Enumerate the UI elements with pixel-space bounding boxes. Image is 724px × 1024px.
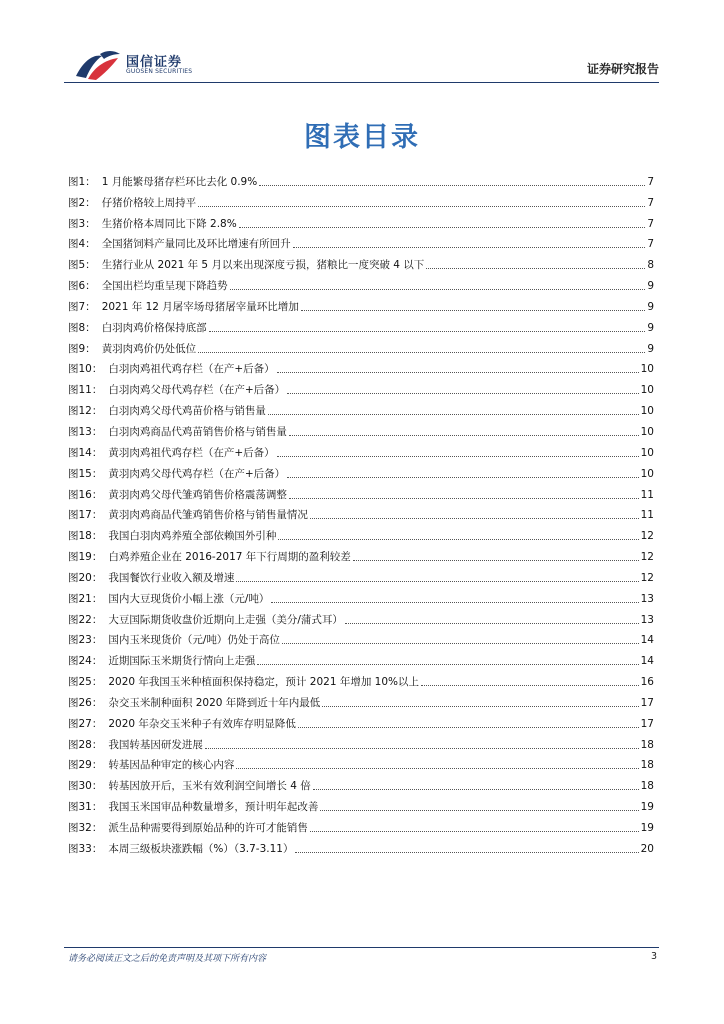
toc-entry-title: 派生品种需要得到原始品种的许可才能销售 <box>108 822 308 834</box>
guosen-logo-icon <box>74 46 122 82</box>
toc-entry-label: 图1： <box>68 175 96 188</box>
toc-leader-dots <box>236 768 638 769</box>
toc-entry-title: 黄羽肉鸡父母代鸡存栏（在产+后备） <box>108 467 286 480</box>
toc-entry-title: 白羽肉鸡商品代鸡苗销售价格与销售量 <box>108 425 287 438</box>
guosen-logo <box>74 46 204 82</box>
toc-entry-label: 图9： <box>68 342 96 355</box>
toc-entry-label: 图5： <box>68 259 96 272</box>
toc-entry[interactable] <box>68 376 654 397</box>
toc-entry-label: 图29： <box>68 759 103 772</box>
toc-entry-title: 我国转基因研发进展 <box>108 738 203 751</box>
toc-entry[interactable] <box>68 585 654 606</box>
toc-entry-title: 生猪价格本周同比下降 2.8% <box>101 217 237 230</box>
toc-entry-page: 10 <box>640 425 654 438</box>
page-title: 图表目录 <box>304 122 420 153</box>
toc-entry[interactable] <box>68 189 654 210</box>
toc-entry-page: 20 <box>640 842 654 855</box>
toc-entry[interactable] <box>68 335 654 356</box>
toc-entry-page: 7 <box>647 175 654 188</box>
toc-entry-label: 图16： <box>68 488 103 501</box>
toc-leader-dots <box>353 560 639 561</box>
toc-entry-page: 9 <box>647 300 654 313</box>
toc-entry-title: 白鸡养殖企业在 2016-2017 年下行周期的盈利较差 <box>108 551 351 564</box>
toc-entry[interactable] <box>68 752 654 773</box>
toc-leader-dots <box>293 247 646 248</box>
toc-entry-title: 白羽肉鸡价格保持底部 <box>101 321 207 334</box>
toc-entry-label: 图10： <box>68 363 103 376</box>
toc-entry-title: 杂交玉米制种面积 2020 年降到近十年内最低 <box>108 696 321 709</box>
toc-leader-dots <box>198 352 645 353</box>
toc-entry[interactable] <box>68 356 654 377</box>
toc-leader-dots <box>313 789 639 790</box>
toc-entry[interactable] <box>68 293 654 314</box>
brand-name-en: GUOSEN SECURITIES <box>126 68 193 75</box>
toc-leader-dots <box>310 831 639 832</box>
toc-entry-page: 10 <box>640 467 654 480</box>
toc-entry[interactable] <box>68 314 654 335</box>
toc-leader-dots <box>310 518 639 519</box>
toc-entry[interactable] <box>68 772 654 793</box>
toc-leader-dots <box>209 331 646 332</box>
toc-entry-title: 我国餐饮行业收入额及增速 <box>108 571 235 584</box>
toc-entry[interactable] <box>68 418 654 439</box>
toc-leader-dots <box>289 435 639 436</box>
toc-entry-label: 图22： <box>68 613 103 626</box>
toc-leader-dots <box>239 227 646 228</box>
toc-entry-page: 12 <box>640 551 654 564</box>
toc-entry-label: 图17： <box>68 509 103 522</box>
toc-entry-title: 仔猪价格较上周持平 <box>101 196 197 209</box>
toc-leader-dots <box>257 664 638 665</box>
toc-entry-title: 转基因品种审定的核心内容 <box>108 759 235 772</box>
toc-entry[interactable] <box>68 564 654 585</box>
toc-leader-dots <box>277 456 639 457</box>
toc-entry-page: 18 <box>640 759 654 772</box>
footer-disclaimer: 请务必阅读正文之后的免责声明及其项下所有内容 <box>68 954 267 964</box>
toc-entry-page: 10 <box>640 446 654 459</box>
toc-entry-label: 图31： <box>68 801 103 814</box>
toc-entry-page: 14 <box>640 634 654 647</box>
toc-entry-page: 8 <box>647 259 654 272</box>
toc-entry-title: 黄羽肉鸡父母代雏鸡销售价格震荡调整 <box>108 488 287 501</box>
figure-toc-list <box>68 168 654 856</box>
toc-leader-dots <box>320 810 638 811</box>
toc-entry-label: 图32： <box>68 822 103 834</box>
toc-entry-title: 白羽肉鸡祖代鸡存栏（在产+后备） <box>108 363 275 376</box>
toc-entry-page: 9 <box>647 280 654 293</box>
toc-entry-title: 白羽肉鸡父母代鸡苗价格与销售量 <box>108 405 266 418</box>
toc-entry-label: 图25： <box>68 676 103 689</box>
toc-entry-title: 2020 年我国玉米种植面积保持稳定，预计 2021 年增加 10%以上 <box>108 676 420 689</box>
toc-leader-dots <box>236 581 638 582</box>
toc-entry-title: 全国出栏均重呈现下降趋势 <box>101 280 228 293</box>
toc-entry-page: 9 <box>647 321 654 334</box>
toc-entry-page: 12 <box>640 530 654 543</box>
toc-entry[interactable] <box>68 814 654 835</box>
footer-divider <box>64 947 659 948</box>
toc-entry[interactable] <box>68 460 654 481</box>
toc-entry[interactable] <box>68 793 654 814</box>
toc-entry[interactable] <box>68 231 654 252</box>
toc-entry-label: 图3： <box>68 217 96 230</box>
toc-leader-dots <box>287 393 638 394</box>
toc-entry-page: 13 <box>640 592 654 605</box>
header-divider <box>64 82 659 83</box>
toc-entry-title: 大豆国际期货收盘价近期向上走强（美分/蒲式耳） <box>108 613 343 626</box>
toc-leader-dots <box>277 372 639 373</box>
toc-entry-page: 11 <box>640 488 654 501</box>
toc-leader-dots <box>259 185 645 186</box>
toc-entry[interactable] <box>68 251 654 272</box>
toc-entry-title: 2020 年杂交玉米种子有效库存明显降低 <box>108 717 296 730</box>
toc-entry-label: 图30： <box>68 780 103 793</box>
toc-entry-page: 7 <box>647 238 654 251</box>
toc-leader-dots <box>345 623 639 624</box>
toc-leader-dots <box>271 602 638 603</box>
toc-leader-dots <box>289 498 639 499</box>
toc-entry[interactable] <box>68 647 654 668</box>
toc-entry-label: 图33： <box>68 842 103 855</box>
toc-leader-dots <box>287 477 638 478</box>
page-number: 3 <box>650 951 657 962</box>
toc-entry-title: 国内大豆现货价小幅上涨（元/吨） <box>108 592 270 605</box>
toc-entry[interactable] <box>68 835 654 856</box>
toc-entry[interactable] <box>68 481 654 502</box>
toc-entry[interactable] <box>68 543 654 564</box>
toc-leader-dots <box>205 748 639 749</box>
toc-leader-dots <box>268 414 639 415</box>
toc-entry-title: 近期国际玉米期货行情向上走强 <box>108 655 256 668</box>
toc-leader-dots <box>198 206 645 207</box>
toc-entry-page: 10 <box>640 363 654 376</box>
toc-entry-page: 14 <box>640 655 654 668</box>
toc-entry-page: 13 <box>640 613 654 626</box>
toc-entry-page: 12 <box>640 571 654 584</box>
toc-entry[interactable] <box>68 522 654 543</box>
toc-entry-label: 图23： <box>68 634 103 647</box>
brand-name-cn: 国信证券 <box>126 55 183 70</box>
toc-leader-dots <box>322 706 638 707</box>
toc-entry-title: 我国白羽肉鸡养殖全部依赖国外引种 <box>108 530 277 543</box>
toc-entry[interactable] <box>68 168 654 189</box>
toc-leader-dots <box>282 643 639 644</box>
toc-entry[interactable] <box>68 731 654 752</box>
toc-entry[interactable] <box>68 710 654 731</box>
toc-entry-label: 图12： <box>68 405 103 418</box>
toc-entry[interactable] <box>68 502 654 523</box>
toc-entry-title: 全国猪饲料产量同比及环比增速有所回升 <box>101 238 291 251</box>
toc-entry-label: 图8： <box>68 321 96 334</box>
page-header <box>0 0 724 90</box>
toc-entry-page: 17 <box>640 717 654 730</box>
toc-entry[interactable] <box>68 668 654 689</box>
toc-entry-title: 我国玉米国审品种数量增多，预计明年起改善 <box>108 801 319 814</box>
toc-entry-title: 本周三级板块涨跌幅（%）（3.7-3.11） <box>108 842 294 855</box>
report-type-label: 证券研究报告 <box>586 62 659 76</box>
toc-entry-label: 图24： <box>68 655 103 668</box>
toc-entry-label: 图20： <box>68 571 103 584</box>
toc-entry-title: 黄羽肉鸡商品代雏鸡销售价格与销售量情况 <box>108 509 308 522</box>
toc-entry-label: 图15： <box>68 467 103 480</box>
toc-entry-page: 9 <box>647 342 654 355</box>
toc-entry-title: 2021 年 12 月屠宰场母猪屠宰量环比增加 <box>101 300 299 313</box>
toc-entry-label: 图11： <box>68 384 103 397</box>
toc-entry-page: 7 <box>647 217 654 230</box>
toc-entry[interactable] <box>68 627 654 648</box>
toc-entry-label: 图13： <box>68 425 103 438</box>
toc-entry-page: 7 <box>647 196 654 209</box>
toc-entry-label: 图2： <box>68 196 96 209</box>
toc-leader-dots <box>421 685 639 686</box>
toc-leader-dots <box>301 310 646 311</box>
toc-entry-page: 11 <box>640 509 654 522</box>
toc-entry-title: 国内玉米现货价（元/吨）仍处于高位 <box>108 634 280 647</box>
toc-entry-page: 17 <box>640 696 654 709</box>
toc-entry-page: 10 <box>640 384 654 397</box>
toc-leader-dots <box>426 268 645 269</box>
toc-entry[interactable] <box>68 439 654 460</box>
toc-leader-dots <box>230 289 646 290</box>
toc-entry-label: 图27： <box>68 717 103 730</box>
toc-entry-label: 图18： <box>68 530 103 543</box>
toc-entry[interactable] <box>68 606 654 627</box>
toc-entry-page: 18 <box>640 780 654 793</box>
toc-entry-title: 转基因放开后，玉米有效利润空间增长 4 倍 <box>108 780 311 793</box>
toc-entry-label: 图21： <box>68 592 103 605</box>
toc-leader-dots <box>298 727 639 728</box>
toc-entry-label: 图6： <box>68 280 96 293</box>
toc-entry-label: 图28： <box>68 738 103 751</box>
toc-entry-title: 1 月能繁母猪存栏环比去化 0.9% <box>101 175 258 188</box>
toc-entry[interactable] <box>68 210 654 231</box>
toc-entry[interactable] <box>68 272 654 293</box>
toc-entry-page: 16 <box>640 676 654 689</box>
toc-entry-label: 图19： <box>68 551 103 564</box>
toc-entry-label: 图14： <box>68 446 103 459</box>
toc-entry[interactable] <box>68 397 654 418</box>
toc-entry-title: 生猪行业从 2021 年 5 月以来出现深度亏损，猪粮比一度突破 4 以下 <box>101 259 425 272</box>
toc-entry[interactable] <box>68 689 654 710</box>
toc-entry-page: 19 <box>640 801 654 814</box>
toc-entry-page: 18 <box>640 738 654 751</box>
toc-entry-page: 19 <box>640 822 654 834</box>
toc-entry-label: 图26： <box>68 696 103 709</box>
toc-entry-title: 白羽肉鸡父母代鸡存栏（在产+后备） <box>108 384 286 397</box>
toc-leader-dots <box>278 539 638 540</box>
toc-entry-label: 图7： <box>68 300 96 313</box>
toc-leader-dots <box>295 852 638 853</box>
toc-entry-title: 黄羽肉鸡价仍处低位 <box>101 342 197 355</box>
toc-entry-page: 10 <box>640 405 654 418</box>
toc-entry-label: 图4： <box>68 238 96 251</box>
toc-entry-title: 黄羽肉鸡祖代鸡存栏（在产+后备） <box>108 446 275 459</box>
